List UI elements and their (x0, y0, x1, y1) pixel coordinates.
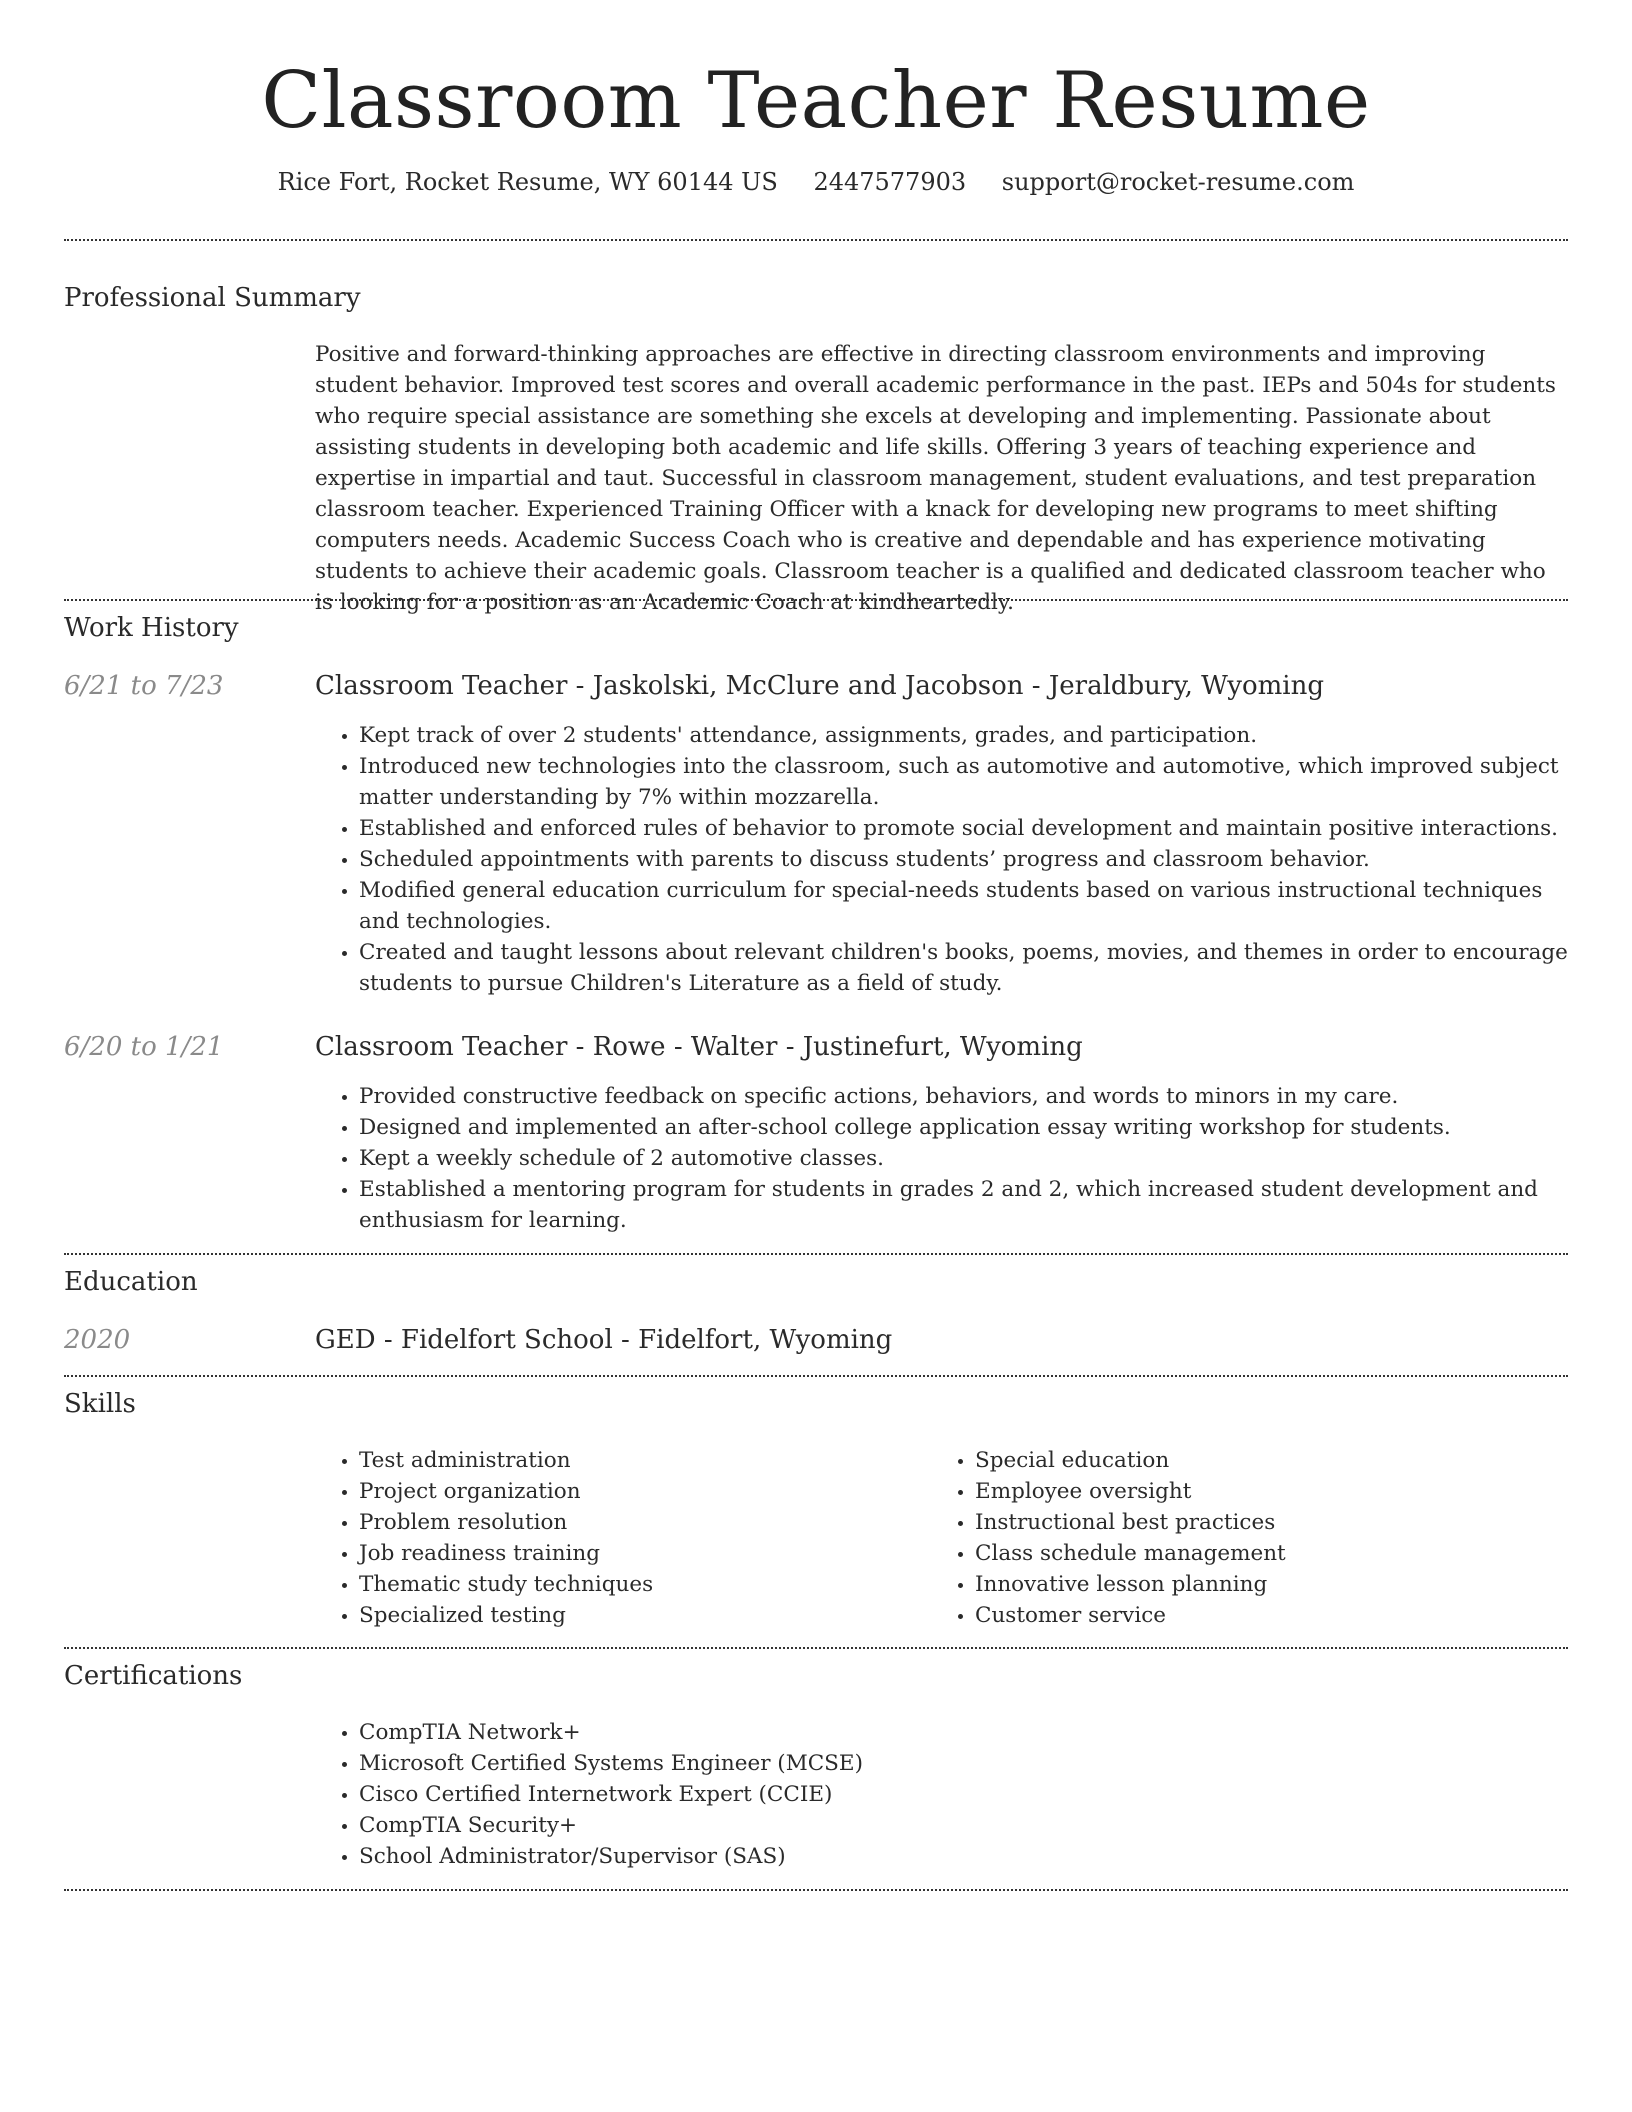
list-item: • Project organization (359, 1476, 919, 1507)
list-item: • Introduced new technologies into the classroom, such as automotive and automotive, which improved subject matter understanding by 7% within mozzarella. (359, 751, 1568, 813)
list-item: • Established a mentoring program for students in grades 2 and 2, which increased student development and enthusiasm for learning. (359, 1174, 1568, 1236)
job-title: Classroom Teacher - Rowe - Walter - Justinefurt, Wyoming (315, 1032, 1083, 1062)
list-item: • Kept a weekly schedule of 2 automotive classes. (359, 1143, 1568, 1174)
list-item: • Employee oversight (975, 1476, 1535, 1507)
list-item: • CompTIA Network+ (359, 1717, 1259, 1748)
section-divider (64, 239, 1568, 241)
certifications-list (315, 1717, 1259, 1872)
contact-phone: 2447577903 (813, 168, 967, 196)
job-title: Classroom Teacher - Jaskolski, McClure and Jacobson - Jeraldbury, Wyoming (315, 671, 1324, 701)
list-item: • Established and enforced rules of behavior to promote social development and maintain positive interactions. (359, 813, 1568, 844)
list-item: • Cisco Certified Internetwork Expert (CCIE) (359, 1779, 1259, 1810)
section-divider (64, 1375, 1568, 1377)
list-item: • Customer service (975, 1600, 1535, 1631)
list-item: • Modified general education curriculum for special-needs students based on various instructional techniques and technologies. (359, 875, 1568, 937)
list-item: • Specialized testing (359, 1600, 919, 1631)
list-item: • Thematic study techniques (359, 1569, 919, 1600)
certifications-heading: Certifications (64, 1661, 243, 1691)
list-item: • Class schedule management (975, 1538, 1535, 1569)
job-bullets (315, 720, 1568, 999)
list-item: • Provided constructive feedback on specific actions, behaviors, and words to minors in my care. (359, 1081, 1568, 1112)
list-item: • Created and taught lessons about relevant children's books, poems, movies, and themes in order to encourage students to pursue Children's Literature as a field of study. (359, 937, 1568, 999)
skills-list-right (931, 1445, 1535, 1631)
education-degree: GED - Fidelfort School - Fidelfort, Wyoming (315, 1325, 893, 1355)
contact-email: support@rocket-resume.com (1001, 168, 1355, 196)
contact-address: Rice Fort, Rocket Resume, WY 60144 US (277, 168, 778, 196)
education-heading: Education (64, 1267, 198, 1297)
list-item: • CompTIA Security+ (359, 1810, 1259, 1841)
list-item: • Designed and implemented an after-school college application essay writing workshop for students. (359, 1112, 1568, 1143)
resume-page (64, 0, 1568, 1869)
list-item: • Special education (975, 1445, 1535, 1476)
skills-heading: Skills (64, 1389, 136, 1419)
section-divider (64, 1889, 1568, 1891)
list-item: • Job readiness training (359, 1538, 919, 1569)
list-item: • Instructional best practices (975, 1507, 1535, 1538)
job-dates: 6/21 to 7/23 (64, 671, 224, 701)
list-item: • School Administrator/Supervisor (SAS) (359, 1841, 1259, 1872)
job-dates: 6/20 to 1/21 (64, 1032, 224, 1062)
education-year: 2020 (64, 1325, 131, 1355)
list-item: • Problem resolution (359, 1507, 919, 1538)
list-item: • Test administration (359, 1445, 919, 1476)
work-history-heading: Work History (64, 613, 239, 643)
section-divider (64, 1647, 1568, 1649)
skills-list-left (315, 1445, 919, 1631)
contact-line (64, 166, 1568, 198)
list-item: • Scheduled appointments with parents to discuss students’ progress and classroom behavior. (359, 844, 1568, 875)
section-divider (64, 599, 1568, 601)
list-item: • Kept track of over 2 students' attendance, assignments, grades, and participation. (359, 720, 1568, 751)
resume-title: Classroom Teacher Resume (261, 56, 1371, 146)
list-item: • Microsoft Certified Systems Engineer (MCSE) (359, 1748, 1259, 1779)
list-item: • Innovative lesson planning (975, 1569, 1535, 1600)
section-divider (64, 1253, 1568, 1255)
job-bullets (315, 1081, 1568, 1236)
summary-text: Positive and forward-thinking approaches are effective in directing classroom environments and improving student behavior. Improved test scores and overall academic performance in the past. IEPs and 504s for students who require special assistance are something she excels at developing and implementing. Passionate about assisting students in developing both academic and life skills. Offering 3 years of teaching experience and expertise in impartial and taut. Successful in classroom management, student evaluations, and test preparation classroom teacher. Experienced Training Officer with a knack for developing new programs to meet shifting computers needs. Academic Success Coach who is creative and dependable and has experience motivating students to achieve their academic goals. Classroom teacher is a qualified and dedicated classroom teacher who is looking for a position as an Academic Coach at kindheartedly. (315, 342, 1556, 615)
summary-heading: Professional Summary (64, 283, 361, 313)
